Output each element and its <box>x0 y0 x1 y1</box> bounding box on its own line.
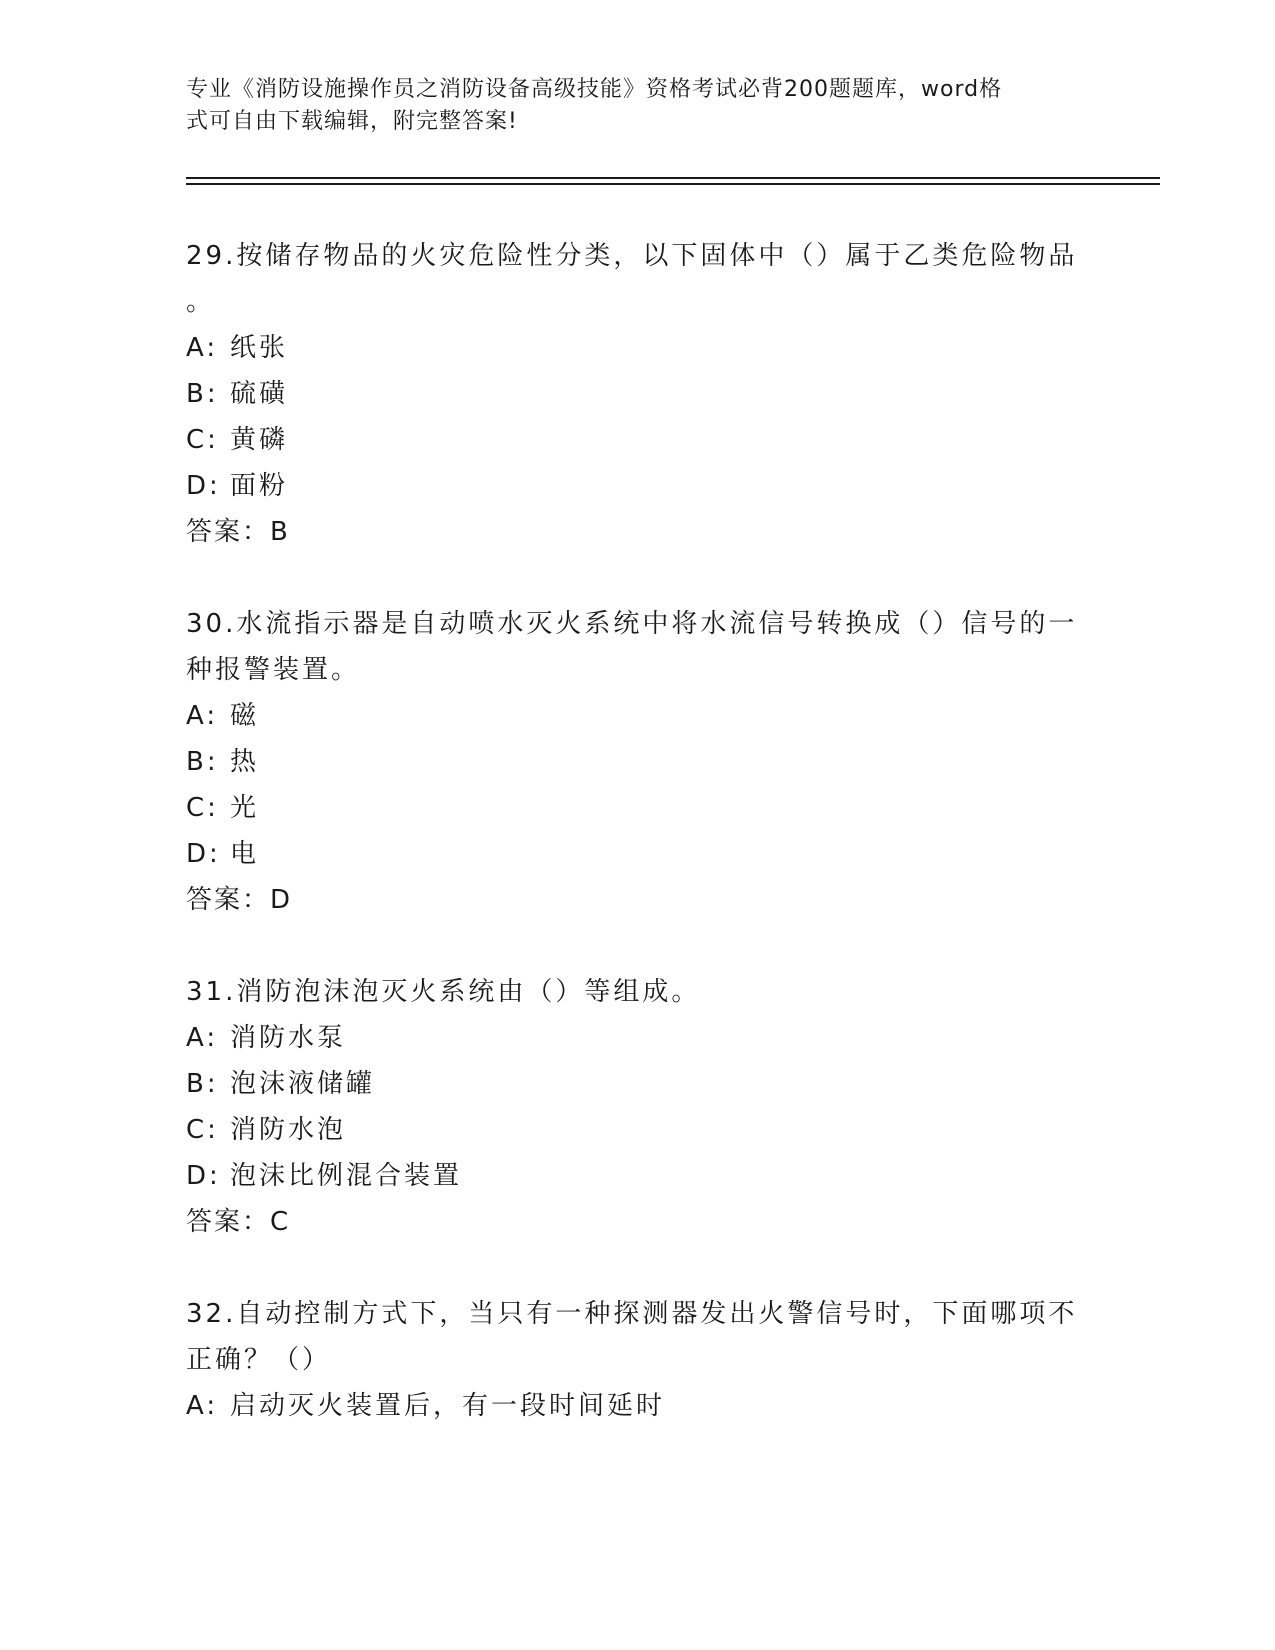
option-b <box>186 371 1086 417</box>
question-stem-line-2: 种报警装置。 <box>186 655 361 685</box>
option-b <box>186 739 1086 785</box>
option-a <box>186 693 1086 739</box>
option-a <box>186 1015 1086 1061</box>
option-text: 泡沫液储罐 <box>230 1069 376 1099</box>
option-c <box>186 1107 1086 1153</box>
option-letter: A: <box>186 333 219 363</box>
option-c <box>186 417 1086 463</box>
document-header <box>186 74 1066 138</box>
option-text: 电 <box>230 839 260 869</box>
option-c <box>186 785 1086 831</box>
header-divider-bottom <box>186 183 1160 185</box>
option-letter: B: <box>186 747 219 777</box>
option-letter: D: <box>186 471 221 501</box>
answer-line: 答案：B <box>186 517 290 547</box>
option-letter: D: <box>186 839 221 869</box>
option-letter: B: <box>186 1069 219 1099</box>
option-d <box>186 1153 1086 1199</box>
answer-line: 答案：C <box>186 1207 291 1237</box>
option-text: 消防水泡 <box>230 1115 347 1145</box>
question-29 <box>186 233 1086 555</box>
option-text: 纸张 <box>230 333 289 363</box>
option-d <box>186 463 1086 509</box>
option-text: 热 <box>230 747 260 777</box>
question-stem-line-1: 29.按储存物品的火灾危险性分类，以下固体中（）属于乙类危险物品 <box>186 241 1078 271</box>
header-line-1: 专业《消防设施操作员之消防设备高级技能》资格考试必背200题题库，word格 <box>186 77 1003 102</box>
option-text: 光 <box>230 793 260 823</box>
option-a <box>186 325 1086 371</box>
answer-line: 答案：D <box>186 885 293 915</box>
option-d <box>186 831 1086 877</box>
option-letter: A: <box>186 701 219 731</box>
question-32 <box>186 1291 1086 1429</box>
question-stem-line-2: 正确？（） <box>186 1345 332 1375</box>
header-line-2: 式可自由下载编辑，附完整答案! <box>186 109 518 134</box>
option-text: 启动灭火装置后，有一段时间延时 <box>230 1391 666 1421</box>
question-31 <box>186 969 1086 1245</box>
option-text: 硫磺 <box>230 379 289 409</box>
option-letter: C: <box>186 1115 219 1145</box>
option-a <box>186 1383 1086 1429</box>
header-divider-top <box>186 177 1160 179</box>
option-letter: B: <box>186 379 219 409</box>
option-letter: D: <box>186 1161 221 1191</box>
option-text: 泡沫比例混合装置 <box>230 1161 463 1191</box>
option-letter: A: <box>186 1391 219 1421</box>
option-letter: C: <box>186 425 219 455</box>
question-stem-line-1: 32.自动控制方式下，当只有一种探测器发出火警信号时，下面哪项不 <box>186 1299 1078 1329</box>
option-b <box>186 1061 1086 1107</box>
option-text: 磁 <box>230 701 260 731</box>
option-letter: A: <box>186 1023 219 1053</box>
option-text: 面粉 <box>230 471 289 501</box>
question-30 <box>186 601 1086 923</box>
option-letter: C: <box>186 793 219 823</box>
question-stem-line-2: 。 <box>186 287 216 317</box>
question-stem-line-1: 31.消防泡沫泡灭火系统由（）等组成。 <box>186 977 701 1007</box>
option-text: 黄磷 <box>230 425 289 455</box>
option-text: 消防水泵 <box>230 1023 347 1053</box>
question-stem-line-1: 30.水流指示器是自动喷水灭火系统中将水流信号转换成（）信号的一 <box>186 609 1078 639</box>
